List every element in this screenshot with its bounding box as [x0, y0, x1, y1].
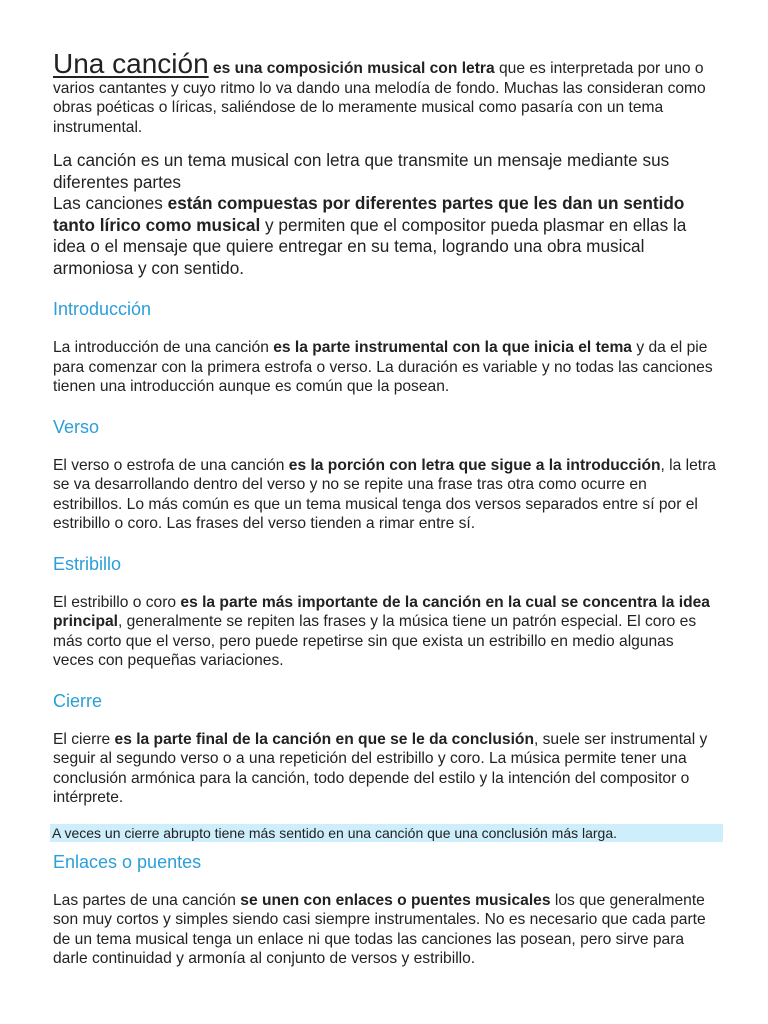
- paragraph-3-text-b: y permiten que el compositor pueda plasmar en ellas la idea o el mensaje que quiere entregar en su tema, logrando una obra musical armoniosa y con sentido.: [53, 214, 687, 278]
- section-text-a: El estribillo o coro: [53, 593, 181, 611]
- section-text-b: , suele ser instrumental y seguir al segundo verso o a una repetición del estribillo y coro. La música permite tener una conclusión armónica para la canción, todo depende del estilo y la intención del compositor o intérprete.: [53, 730, 708, 806]
- section-enlaces: [53, 851, 716, 969]
- section-heading: Enlaces o puentes: [53, 851, 202, 872]
- section-heading: Introducción: [53, 299, 152, 319]
- section-body: [53, 338, 716, 397]
- section-heading: Estribillo: [53, 553, 122, 574]
- intro-paragraph: [53, 48, 716, 137]
- section-bold: es la parte final de la canción en que se le da conclusión: [114, 730, 534, 748]
- section-bold: se unen con enlaces o puentes musicales: [240, 891, 551, 909]
- intro-bold: es una composición musical con letra: [208, 60, 495, 77]
- section-text-a: La introducción de una canción: [53, 339, 274, 356]
- section-verso: [53, 416, 716, 534]
- section-text-a: El cierre: [53, 730, 115, 748]
- section-text-b: , generalmente se repiten las frases y la música tiene un patrón especial. El coro es más corto que el verso, pero puede repetirse sin que exista un estribillo en medio algunas veces con pequeñas variaciones.: [53, 613, 697, 669]
- section-body: [53, 730, 716, 808]
- section-bold: es la porción con letra que sigue a la introducción: [288, 456, 661, 474]
- section-body: [53, 891, 716, 969]
- section-heading: Verso: [53, 416, 100, 437]
- section-text-b: y da el pie para comenzar con la primera estrofa o verso. La duración es variable y no todas las canciones tienen una introducción aunque es común que la posean.: [53, 339, 713, 395]
- section-cierre: [53, 690, 716, 808]
- paragraph-2: La canción es un tema musical con letra que transmite un mensaje mediante sus diferentes partes: [53, 150, 670, 192]
- section-heading: Cierre: [53, 690, 103, 711]
- section-text-a: Las partes de una canción: [53, 891, 241, 909]
- intro-rest: que es interpretada por uno o varios cantantes y cuyo ritmo lo va dando una melodía de fondo. Muchas las consideran como obras poéticas o líricas, saliéndose de lo meramente musical como pasaría con un tema instrumental.: [53, 60, 706, 136]
- section-bold: es la parte más importante de la canción en la cual se concentra la idea principal: [53, 593, 710, 630]
- highlight-note: A veces un cierre abrupto tiene más sentido en una canción que una conclusión más larga.: [50, 824, 723, 842]
- section-body: [53, 593, 716, 671]
- lead-term: Una canción: [53, 48, 209, 79]
- paragraph-3-text-a: Las canciones: [53, 193, 168, 213]
- section-bold: es la parte instrumental con la que inicia el tema: [273, 339, 632, 356]
- paragraph-3: [53, 193, 716, 279]
- section-estribillo: [53, 553, 716, 671]
- section-text-b: , la letra se va desarrollando dentro del verso y no se repite una frase tras otra como ocurre en estribillos. Lo más común es que un tema musical tenga dos versos separados entre sí por el estribillo o coro. Las frases del verso tienden a rimar entre sí.: [53, 456, 716, 532]
- section-text-b: los que generalmente son muy cortos y simples siendo casi siempre instrumentales. No es necesario que cada parte de un tema musical tenga un enlace ni que todas las canciones las posean, pero sirve para darle continuidad y armonía al conjunto de versos y estribillo.: [53, 891, 706, 967]
- section-body: [53, 456, 716, 534]
- section-text-a: El verso o estrofa de una canción: [53, 456, 289, 474]
- section-introduccion: [53, 298, 716, 397]
- paragraph-3-bold: están compuestas por diferentes partes que les dan un sentido tanto lírico como musical: [53, 193, 685, 235]
